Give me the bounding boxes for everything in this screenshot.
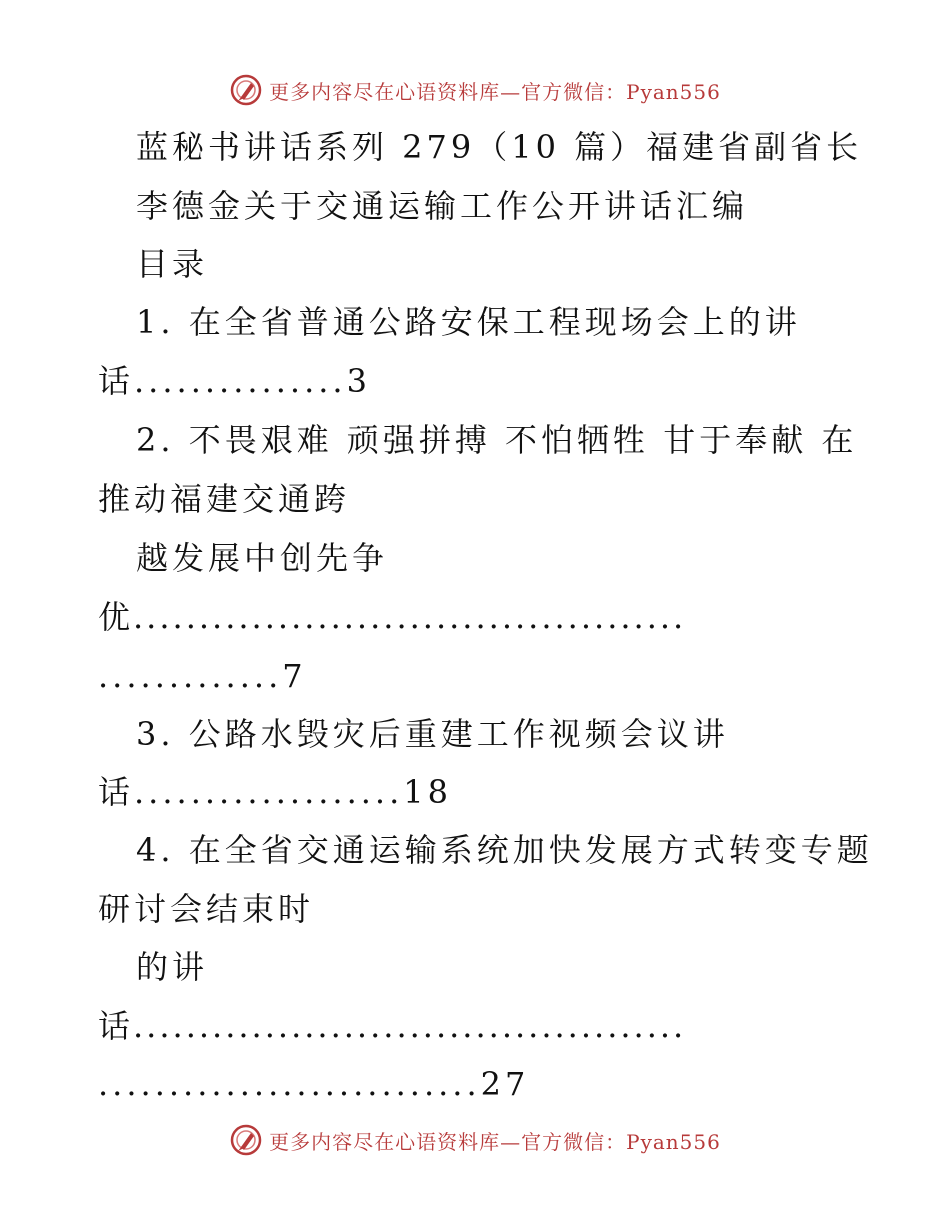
pen-nib-circle-icon: [229, 73, 263, 107]
watermark-banner-top: [0, 70, 950, 110]
toc-entry-1-line-1: 1. 在全省普通公路安保工程现场会上的讲: [136, 303, 801, 341]
watermark-banner-bottom: [0, 1120, 950, 1160]
toc-heading: 目录: [136, 245, 209, 283]
toc-entry-4-line-2: 研讨会结束时: [98, 890, 315, 928]
toc-entry-4-line-1: 4. 在全省交通运输系统加快发展方式转变专题: [136, 831, 873, 869]
toc-entry-2-line-5: .............7: [98, 657, 307, 695]
toc-entry-1-line-2: 话...............3: [98, 362, 371, 400]
toc-entry-4-line-3: 的讲: [136, 948, 209, 986]
toc-entry-2-line-3: 越发展中创先争: [136, 539, 389, 577]
document-title-line-2: 李德金关于交通运输工作公开讲话汇编: [136, 187, 749, 225]
toc-entry-3-line-2: 话...................18: [98, 773, 452, 811]
toc-entry-4-line-5: ...........................27: [98, 1065, 530, 1103]
watermark-text: 更多内容尽在心语资料库—官方微信：Pyan556: [269, 79, 721, 104]
toc-entry-2-line-4: 优..........................................: [98, 598, 687, 636]
document-title-line-1: 蓝秘书讲话系列 279（10 篇）福建省副省长: [136, 128, 863, 166]
watermark-text: 更多内容尽在心语资料库—官方微信：Pyan556: [269, 1129, 721, 1154]
toc-entry-2-line-2: 推动福建交通跨: [98, 480, 351, 518]
toc-entry-4-line-4: 话..........................................: [98, 1007, 687, 1045]
toc-entry-3-line-1: 3. 公路水毁灾后重建工作视频会议讲: [136, 715, 729, 753]
toc-entry-2-line-1: 2. 不畏艰难 顽强拼搏 不怕牺牲 甘于奉献 在: [136, 421, 858, 459]
pen-nib-circle-icon: [229, 1123, 263, 1157]
